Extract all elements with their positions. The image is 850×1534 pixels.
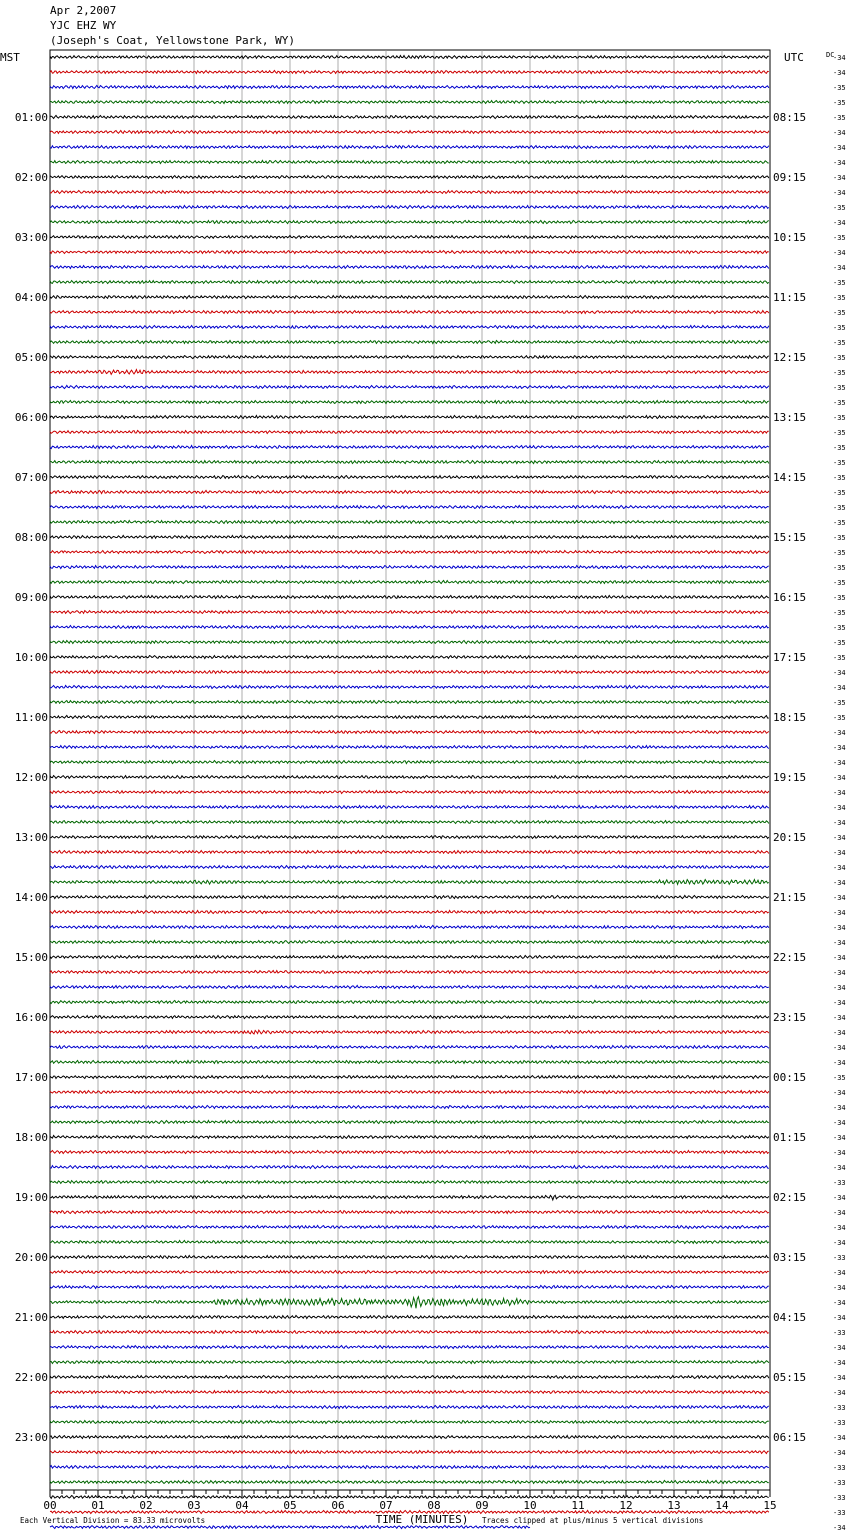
dc-offset-label: -34	[833, 849, 846, 857]
mst-zone-label: MST	[0, 51, 20, 64]
dc-offset-label: -33	[833, 1464, 846, 1472]
dc-offset-label: -35	[833, 369, 846, 377]
trace-line-26	[50, 445, 769, 448]
trace-line-19	[50, 340, 769, 343]
dc-offset-label: -35	[833, 489, 846, 497]
trace-line-71	[50, 1120, 769, 1123]
dc-offset-label: -34	[833, 1449, 846, 1457]
dc-offset-label: -34	[833, 1059, 846, 1067]
dc-offset-label: -34	[833, 774, 846, 782]
footer-scale-label: Each Vertical Division = 83.33 microvolts	[20, 1516, 206, 1525]
dc-offset-label: -34	[833, 1524, 846, 1532]
trace-line-8	[50, 175, 769, 178]
left-hour-label: 01:00	[14, 111, 48, 124]
trace-line-41	[50, 670, 769, 673]
trace-line-79	[50, 1240, 769, 1243]
trace-line-10	[50, 205, 769, 208]
trace-line-5	[50, 130, 769, 133]
trace-line-34	[50, 566, 769, 569]
trace-line-66	[50, 1045, 769, 1048]
trace-line-42	[50, 685, 769, 688]
left-hour-label: 09:00	[14, 591, 48, 604]
right-hour-label: 11:15	[773, 291, 807, 304]
trace-line-81	[50, 1270, 769, 1273]
right-hour-label: 01:15	[773, 1131, 807, 1144]
dc-offset-label: -34	[833, 1014, 846, 1022]
trace-line-68	[50, 1075, 769, 1078]
dc-offset-label: -33	[833, 1404, 846, 1412]
dc-offset-label: -35	[833, 714, 846, 722]
left-hour-label: 17:00	[14, 1071, 48, 1084]
trace-line-59	[50, 940, 769, 943]
left-hour-label: 05:00	[14, 351, 48, 364]
dc-offset-label: -34	[833, 1284, 846, 1292]
left-hour-label: 14:00	[14, 891, 48, 904]
trace-line-92	[50, 1435, 769, 1438]
dc-offset-label: -33	[833, 1419, 846, 1427]
trace-line-23	[50, 400, 769, 403]
x-tick-label: 01	[91, 1499, 105, 1512]
dc-offset-label: -34	[833, 834, 846, 842]
trace-line-86	[50, 1345, 769, 1348]
dc-offset-label: -34	[833, 789, 846, 797]
dc-offset-label: -33	[833, 1254, 846, 1262]
right-hour-label: 16:15	[773, 591, 807, 604]
dc-offset-label: -34	[833, 864, 846, 872]
trace-line-52	[50, 835, 769, 838]
dc-offset-label: -34	[833, 684, 846, 692]
dc-offset-label: -34	[833, 1299, 846, 1307]
right-hour-label: 05:15	[773, 1371, 807, 1384]
dc-offset-label: -34	[833, 1164, 846, 1172]
dc-offset-label: -35	[833, 579, 846, 587]
trace-line-32	[50, 535, 769, 538]
left-hour-label: 16:00	[14, 1011, 48, 1024]
left-hour-label: 04:00	[14, 291, 48, 304]
trace-line-83	[50, 1297, 769, 1309]
dc-offset-label: -34	[833, 819, 846, 827]
left-hour-label: 18:00	[14, 1131, 48, 1144]
left-hour-label: 12:00	[14, 771, 48, 784]
dc-offset-label: -34	[833, 1104, 846, 1112]
dc-offset-label: -35	[833, 414, 846, 422]
dc-offset-label: -35	[833, 204, 846, 212]
trace-line-7	[50, 160, 769, 163]
left-hour-label: 15:00	[14, 951, 48, 964]
dc-offset-label: -35	[833, 609, 846, 617]
dc-offset-label: -34	[833, 1149, 846, 1157]
trace-line-89	[50, 1390, 769, 1393]
trace-line-1	[50, 70, 769, 73]
trace-line-54	[50, 865, 769, 868]
right-hour-label: 17:15	[773, 651, 807, 664]
dc-offset-label: -34	[833, 804, 846, 812]
trace-line-4	[50, 115, 769, 118]
dc-offset-label: -34	[833, 1224, 846, 1232]
x-tick-label: 06	[331, 1499, 345, 1512]
trace-line-37	[50, 610, 769, 613]
trace-line-93	[50, 1450, 769, 1453]
right-hour-label: 10:15	[773, 231, 807, 244]
dc-offset-label: -34	[833, 924, 846, 932]
trace-line-60	[50, 955, 769, 958]
dc-offset-label: -35	[833, 429, 846, 437]
trace-line-87	[50, 1361, 769, 1364]
trace-line-31	[50, 520, 769, 523]
trace-line-9	[50, 190, 769, 193]
right-hour-label: 00:15	[773, 1071, 807, 1084]
dc-offset-label: -35	[833, 354, 846, 362]
x-tick-label: 13	[667, 1499, 681, 1512]
x-axis-label: TIME (MINUTES)	[375, 1513, 469, 1526]
trace-line-75	[50, 1181, 769, 1184]
x-tick-label: 10	[523, 1499, 537, 1512]
trace-line-51	[50, 820, 769, 823]
trace-line-91	[50, 1420, 769, 1423]
dc-offset-label: -34	[833, 1119, 846, 1127]
x-tick-label: 14	[715, 1499, 729, 1512]
right-hour-label: 14:15	[773, 471, 807, 484]
dc-offset-label: -34	[833, 909, 846, 917]
trace-line-78	[50, 1225, 769, 1228]
x-tick-label: 03	[187, 1499, 201, 1512]
x-tick-label: 04	[235, 1499, 249, 1512]
dc-offset-label: -34	[833, 54, 846, 62]
dc-offset-label: -33	[833, 1479, 846, 1487]
right-hour-label: 18:15	[773, 711, 807, 724]
dc-offset-label: -34	[833, 1194, 846, 1202]
dc-offset-label: -35	[833, 654, 846, 662]
left-hour-label: 19:00	[14, 1191, 48, 1204]
trace-line-20	[50, 355, 769, 358]
dc-offset-label: -34	[833, 729, 846, 737]
trace-line-15	[50, 280, 769, 283]
trace-line-58	[50, 925, 769, 928]
trace-line-14	[50, 265, 769, 268]
trace-line-2	[50, 85, 769, 88]
left-hour-label: 07:00	[14, 471, 48, 484]
x-tick-label: 08	[427, 1499, 441, 1512]
trace-line-73	[50, 1150, 769, 1153]
trace-line-22	[50, 385, 769, 388]
dc-offset-label: -34	[833, 669, 846, 677]
dc-offset-label: -34	[833, 1344, 846, 1352]
trace-line-27	[50, 461, 769, 464]
dc-offset-label: -35	[833, 594, 846, 602]
trace-line-63	[50, 1000, 769, 1003]
trace-line-30	[50, 505, 769, 508]
trace-line-39	[50, 641, 769, 644]
dc-offset-label: -34	[833, 759, 846, 767]
left-hour-label: 03:00	[14, 231, 48, 244]
trace-line-40	[50, 655, 769, 658]
trace-line-16	[50, 295, 769, 298]
trace-line-74	[50, 1165, 769, 1168]
trace-line-25	[50, 430, 769, 433]
x-tick-label: 11	[571, 1499, 585, 1512]
dc-offset-label: -34	[833, 189, 846, 197]
right-hour-label: 09:15	[773, 171, 807, 184]
dc-offset-label: -34	[833, 999, 846, 1007]
trace-line-18	[50, 325, 769, 328]
trace-line-64	[50, 1015, 769, 1018]
trace-line-24	[50, 415, 769, 418]
dc-offset-label: -35	[833, 279, 846, 287]
trace-line-96	[50, 1495, 769, 1498]
trace-line-84	[50, 1315, 769, 1318]
trace-line-29	[50, 490, 769, 493]
trace-line-53	[50, 850, 769, 853]
right-hour-label: 20:15	[773, 831, 807, 844]
trace-line-12	[50, 235, 769, 238]
dc-offset-label: -35	[833, 84, 846, 92]
right-hour-label: 03:15	[773, 1251, 807, 1264]
trace-line-46	[50, 746, 769, 749]
right-hour-label: 21:15	[773, 891, 807, 904]
dc-offset-label: -34	[833, 144, 846, 152]
dc-offset-label: -34	[833, 69, 846, 77]
dc-offset-label: -35	[833, 384, 846, 392]
trace-line-80	[50, 1255, 769, 1258]
trace-line-77	[50, 1210, 769, 1213]
dc-offset-label: -35	[833, 549, 846, 557]
dc-offset-label: -34	[833, 744, 846, 752]
trace-line-76	[50, 1195, 769, 1200]
dc-offset-label: -34	[833, 219, 846, 227]
trace-line-17	[50, 310, 769, 313]
trace-line-33	[50, 550, 769, 553]
dc-offset-label: -35	[833, 624, 846, 632]
dc-offset-label: -34	[833, 1359, 846, 1367]
location-label: (Joseph's Coat, Yellowstone Park, WY)	[50, 34, 296, 47]
x-tick-label: 15	[763, 1499, 777, 1512]
left-hour-label: 02:00	[14, 171, 48, 184]
dc-offset-label: -35	[833, 504, 846, 512]
trace-line-57	[50, 910, 769, 913]
x-tick-label: 02	[139, 1499, 153, 1512]
left-hour-label: 11:00	[14, 711, 48, 724]
left-hour-label: 06:00	[14, 411, 48, 424]
x-tick-label: 07	[379, 1499, 393, 1512]
dc-offset-label: -35	[833, 294, 846, 302]
left-hour-label: 23:00	[14, 1431, 48, 1444]
dc-offset-label: -35	[833, 234, 846, 242]
left-hour-label: 21:00	[14, 1311, 48, 1324]
station-label: YJC EHZ WY	[50, 19, 117, 32]
dc-offset-label: -35	[833, 564, 846, 572]
trace-line-36	[50, 595, 769, 598]
trace-line-45	[50, 730, 769, 733]
trace-line-3	[50, 101, 769, 104]
trace-line-6	[50, 145, 769, 148]
right-hour-label: 06:15	[773, 1431, 807, 1444]
trace-line-48	[50, 775, 769, 778]
right-hour-label: 08:15	[773, 111, 807, 124]
trace-line-82	[50, 1285, 769, 1288]
dc-offset-label: -34	[833, 1209, 846, 1217]
dc-offset-label: -34	[833, 939, 846, 947]
dc-offset-label: -35	[833, 1074, 846, 1082]
trace-line-21	[50, 370, 769, 375]
trace-line-67	[50, 1060, 769, 1063]
x-tick-label: 09	[475, 1499, 489, 1512]
trace-line-28	[50, 475, 769, 478]
dc-offset-label: -35	[833, 99, 846, 107]
dc-offset-label: -34	[833, 1374, 846, 1382]
dc-offset-label: -34	[833, 984, 846, 992]
dc-offset-label: -35	[833, 324, 846, 332]
trace-line-69	[50, 1090, 769, 1093]
dc-offset-label: -35	[833, 534, 846, 542]
right-hour-label: 22:15	[773, 951, 807, 964]
dc-offset-label: -34	[833, 174, 846, 182]
dc-offset-label: -35	[833, 309, 846, 317]
dc-offset-label: -34	[833, 894, 846, 902]
trace-line-90	[50, 1405, 769, 1408]
left-hour-label: 22:00	[14, 1371, 48, 1384]
trace-line-11	[50, 220, 769, 223]
trace-line-43	[50, 700, 769, 703]
dc-offset-label: -35	[833, 519, 846, 527]
left-hour-label: 20:00	[14, 1251, 48, 1264]
right-hour-label: 19:15	[773, 771, 807, 784]
dc-offset-label: -35	[833, 699, 846, 707]
trace-line-85	[50, 1330, 769, 1333]
dc-offset-label: -33	[833, 1494, 846, 1502]
dc-offset-label: -34	[833, 1389, 846, 1397]
trace-line-88	[50, 1375, 769, 1378]
dc-offset-label: -35	[833, 474, 846, 482]
dc-offset-label: -34	[833, 264, 846, 272]
trace-line-35	[50, 581, 769, 584]
dc-offset-label: -33	[833, 1179, 846, 1187]
trace-line-62	[50, 985, 769, 988]
left-hour-label: 08:00	[14, 531, 48, 544]
date-label: Apr 2,2007	[50, 4, 117, 17]
dc-offset-label: -34	[833, 129, 846, 137]
right-hour-label: 12:15	[773, 351, 807, 364]
trace-line-44	[50, 715, 769, 718]
right-hour-label: 23:15	[773, 1011, 807, 1024]
trace-line-0	[50, 56, 769, 59]
right-hour-label: 15:15	[773, 531, 807, 544]
dc-offset-label: -34	[833, 954, 846, 962]
utc-zone-label: UTC	[784, 51, 804, 64]
x-tick-label: 12	[619, 1499, 633, 1512]
dc-offset-label: -34	[833, 1269, 846, 1277]
dc-offset-label: -35	[833, 639, 846, 647]
dc-offset-label: -34	[833, 1434, 846, 1442]
right-hour-label: 13:15	[773, 411, 807, 424]
trace-line-56	[50, 895, 769, 898]
left-hour-label: 10:00	[14, 651, 48, 664]
dc-offset-label: -34	[833, 1239, 846, 1247]
trace-line-13	[50, 250, 769, 253]
dc-offset-label: -35	[833, 399, 846, 407]
trace-line-55	[50, 880, 769, 885]
x-tick-label: 05	[283, 1499, 297, 1512]
dc-offset-label: -34	[833, 879, 846, 887]
trace-line-49	[50, 790, 769, 793]
dc-offset-label: -34	[833, 1314, 846, 1322]
trace-line-50	[50, 805, 769, 808]
right-hour-label: 02:15	[773, 1191, 807, 1204]
dc-offset-label: -34	[833, 1044, 846, 1052]
footer-clip-label: Traces clipped at plus/minus 5 vertical divisions	[482, 1516, 704, 1525]
dc-offset-label: -34	[833, 1029, 846, 1037]
x-tick-label: 00	[43, 1499, 57, 1512]
trace-line-70	[50, 1106, 769, 1109]
dc-offset-label: -34	[833, 1134, 846, 1142]
dc-header-label: DC	[826, 51, 835, 59]
dc-offset-label: -35	[833, 459, 846, 467]
dc-offset-label: -35	[833, 339, 846, 347]
dc-offset-label: -34	[833, 159, 846, 167]
trace-line-47	[50, 761, 769, 764]
trace-line-72	[50, 1135, 769, 1138]
dc-offset-label: -34	[833, 1089, 846, 1097]
trace-line-61	[50, 971, 769, 974]
right-hour-label: 04:15	[773, 1311, 807, 1324]
left-hour-label: 13:00	[14, 831, 48, 844]
dc-offset-label: -34	[833, 969, 846, 977]
dc-offset-label: -33	[833, 1329, 846, 1337]
dc-offset-label: -34	[833, 249, 846, 257]
trace-line-94	[50, 1465, 769, 1468]
trace-line-95	[50, 1480, 769, 1483]
dc-offset-label: -35	[833, 114, 846, 122]
dc-offset-label: -33	[833, 1509, 846, 1517]
trace-line-65	[50, 1030, 769, 1034]
dc-offset-label: -35	[833, 444, 846, 452]
trace-line-38	[50, 625, 769, 628]
